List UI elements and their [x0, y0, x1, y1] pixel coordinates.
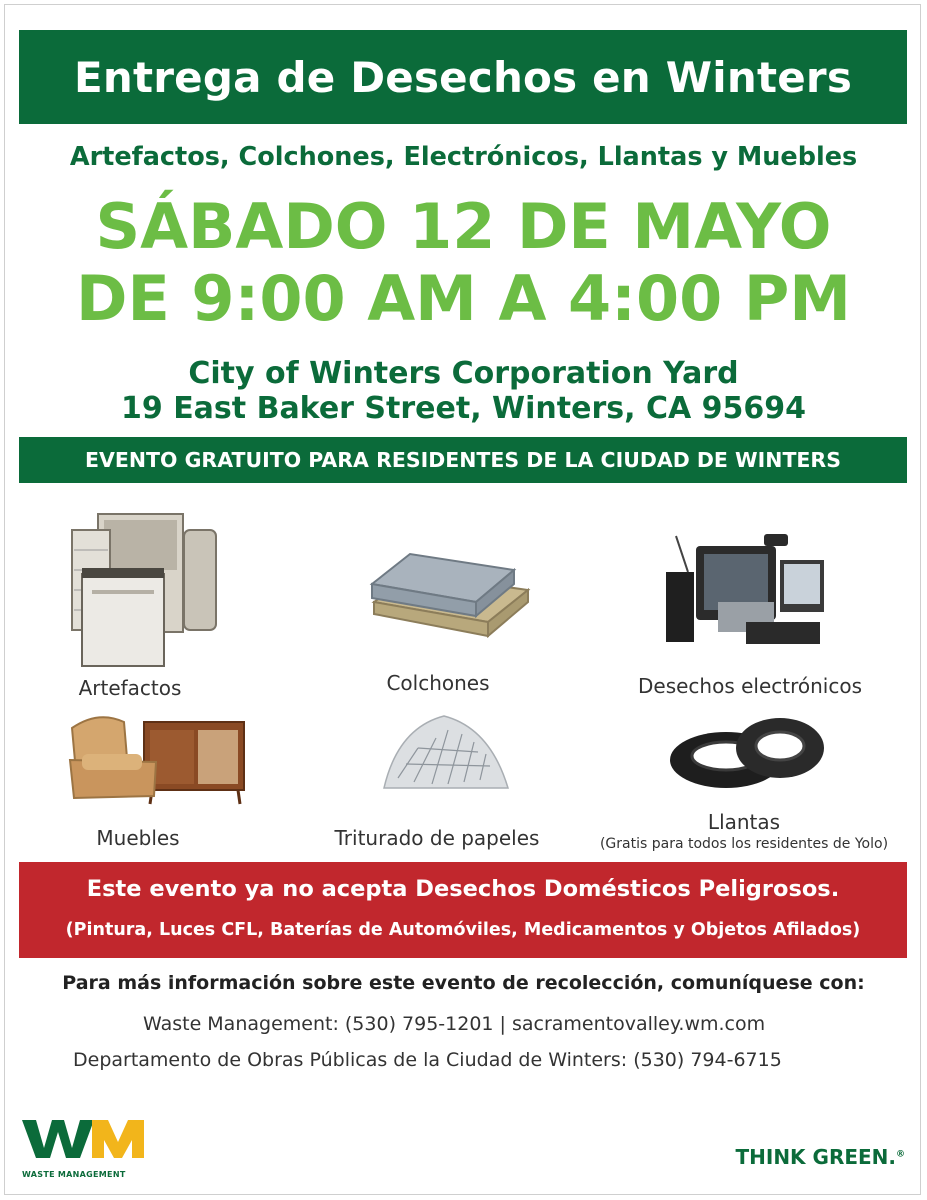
slogan-text: THINK GREEN.	[735, 1145, 896, 1169]
item-label-colchones: Colchones	[386, 671, 490, 695]
item-label-muebles: Muebles	[96, 826, 180, 850]
event-time: DE 9:00 AM A 4:00 PM	[76, 262, 851, 335]
accepted-items-subtitle: Artefactos, Colchones, Electrónicos, Llantas y Muebles	[69, 142, 858, 172]
free-event-banner	[19, 437, 907, 483]
tires-note: (Gratis para todos los residentes de Yolo)	[599, 836, 889, 852]
furniture-image	[68, 710, 248, 810]
venue-name: City of Winters Corporation Yard	[188, 356, 739, 391]
hazardous-waste-examples: (Pintura, Luces CFL, Baterías de Automóviles, Medicamentos y Objetos Afilados)	[65, 920, 861, 940]
title-banner	[19, 30, 907, 124]
registered-mark: ®	[896, 1149, 905, 1160]
appliances-image	[68, 510, 223, 670]
item-label-desechos-electronicos: Desechos electrónicos	[637, 674, 863, 698]
event-date: SÁBADO 12 DE MAYO	[95, 190, 832, 263]
wm-logo-subtext: WASTE MANAGEMENT	[22, 1170, 126, 1179]
tires-image	[668, 712, 828, 792]
wm-logo-mark-icon	[22, 1118, 162, 1168]
think-green-slogan	[736, 1145, 906, 1169]
item-label-artefactos: Artefactos	[78, 676, 182, 700]
shredded-paper-image	[378, 708, 513, 798]
contact-waste-management: Waste Management: (530) 795-1201 | sacramentovalley.wm.com	[143, 1013, 766, 1035]
contact-public-works: Departamento de Obras Públicas de la Ciudad de Winters: (530) 794-6715	[73, 1049, 782, 1071]
page-title: Entrega de Desechos en Winters	[73, 52, 853, 102]
hazardous-waste-notice: Este evento ya no acepta Desechos Domésticos Peligrosos.	[86, 876, 840, 902]
item-label-triturado-de-papeles: Triturado de papeles	[334, 826, 540, 850]
mattress-image	[368, 540, 533, 640]
venue-address: 19 East Baker Street, Winters, CA 95694	[121, 391, 806, 426]
electronics-image	[658, 532, 833, 647]
free-event-text: EVENTO GRATUITO PARA RESIDENTES DE LA CIUDAD DE WINTERS	[85, 448, 841, 472]
contact-heading: Para más información sobre este evento de recolección, comuníquese con:	[62, 972, 865, 994]
item-label-llantas: Llantas	[707, 810, 781, 834]
wm-logo	[22, 1118, 162, 1179]
hazardous-waste-banner	[19, 862, 907, 958]
